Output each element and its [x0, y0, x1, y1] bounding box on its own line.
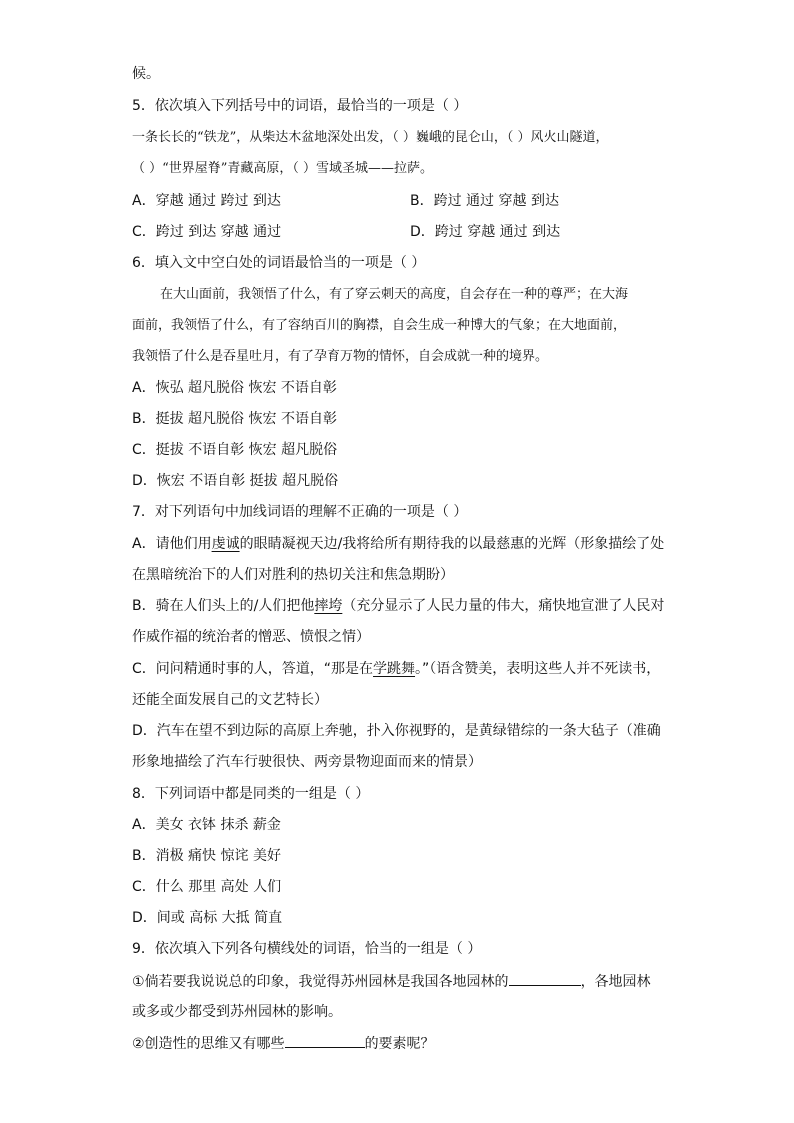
question-6-passage-line: 面前，我领悟了什么，有了容纳百川的胸襟，自会生成一种博大的气象；在大地面前， — [132, 318, 627, 333]
question-5-option-d: D．跨过 穿越 通过 到达 — [410, 224, 561, 240]
question-7-option-c — [132, 659, 660, 679]
text-line: 候。 — [132, 66, 160, 82]
option-text: C．问问精通时事的人，答道，“那是在 — [132, 661, 374, 677]
fill-in-blank — [285, 1033, 365, 1048]
sentence-text: ①倘若要我说说总的印象，我觉得苏州园林是我国各地园林的 — [132, 974, 509, 990]
question-6-passage-line: 在大山面前，我领悟了什么，有了穿云刺天的高度，自会存在一种的尊严；在大海 — [160, 287, 629, 302]
question-6-option-c: C．挺拔 不语自彰 恢宏 超凡脱俗 — [132, 442, 338, 458]
option-text: 。”（语含赞美，表明这些人并不死读书， — [415, 661, 661, 677]
question-6-stem: 6．填入文中空白处的词语最恰当的一项是（ ） — [132, 255, 426, 271]
question-9-sentence-2 — [132, 1033, 435, 1053]
question-8-option-c: C．什么 那里 高处 人们 — [132, 879, 282, 895]
question-7-option-a — [132, 534, 664, 554]
question-5-stem: 5．依次填入下列括号中的词语，最恰当的一项是（ ） — [132, 98, 468, 114]
sentence-text: 的要素呢？ — [364, 1036, 435, 1052]
question-7-option-b — [132, 596, 664, 616]
question-5-passage-line: 一条长长的“铁龙”，从柴达木盆地深处出发，（ ）巍峨的昆仑山，（ ）风火山隧道， — [132, 130, 609, 145]
question-8-option-b: B．消极 痛快 惊诧 美好 — [132, 848, 281, 864]
option-text: （充分显示了人民力量的伟大，痛快地宣泄了人民对 — [342, 598, 665, 614]
option-text: 的眼睛凝视天边/我将给所有期待我的以最慈惠的光辉（形象描绘了处 — [239, 536, 665, 552]
question-7-option-b-continued: 作威作福的统治者的憎恶、愤恨之情） — [132, 629, 370, 645]
question-6-option-b: B．挺拔 超凡脱俗 恢宏 不语自彰 — [132, 411, 337, 427]
question-5-option-b: B．跨过 通过 穿越 到达 — [410, 193, 559, 209]
underlined-word: 虔诚 — [211, 536, 240, 552]
question-8-stem: 8．下列词语中都是同类的一组是（ ） — [132, 786, 370, 802]
fill-in-blank — [509, 971, 581, 986]
question-6-option-a: A．恢弘 超凡脱俗 恢宏 不语自彰 — [132, 380, 337, 396]
question-9-sentence-1 — [132, 971, 651, 991]
question-5-passage-line: （ ）“世界屋脊”青藏高原，（ ）雪域圣城——拉萨。 — [132, 161, 434, 176]
question-7-stem: 7．对下列语句中加线词语的理解不正确的一项是（ ） — [132, 504, 468, 520]
sentence-text: ，各地园林 — [580, 974, 651, 990]
question-7-option-d: D．汽车在望不到边际的高原上奔驰，扑入你视野的，是黄绿错综的一条大毡子（准确 — [132, 723, 661, 739]
question-8-option-a: A．美女 衣钵 抹杀 薪金 — [132, 817, 281, 833]
underlined-word: 摔垮 — [314, 598, 343, 614]
question-7-option-c-continued: 还能全面发展自己的文艺特长） — [132, 692, 328, 708]
sentence-text: ②创造性的思维又有哪些 — [132, 1036, 285, 1052]
underlined-word: 学跳舞 — [373, 661, 416, 677]
question-7-option-d-continued: 形象地描绘了汽车行驶很快、两旁景物迎面而来的情景） — [132, 754, 482, 770]
option-text: B．骑在人们头上的/人们把他 — [132, 598, 315, 614]
question-5-option-a: A．穿越 通过 跨过 到达 — [132, 193, 281, 209]
option-text: A．请他们用 — [132, 536, 212, 552]
question-6-passage-line: 我领悟了什么是吞星吐月，有了孕育万物的情怀，自会成就一种的境界。 — [132, 349, 549, 364]
question-8-option-d: D．间或 高标 大抵 简直 — [132, 910, 283, 926]
question-9-sentence-1-continued: 或多或少都受到苏州园林的影响。 — [132, 1004, 342, 1020]
question-9-stem: 9．依次填入下列各句横线处的词语，恰当的一组是（ ） — [132, 941, 482, 957]
question-5-option-c: C．跨过 到达 穿越 通过 — [132, 224, 282, 240]
question-7-option-a-continued: 在黑暗统治下的人们对胜利的热切关注和焦急期盼） — [132, 567, 454, 583]
question-6-option-d: D．恢宏 不语自彰 挺拔 超凡脱俗 — [132, 473, 339, 489]
